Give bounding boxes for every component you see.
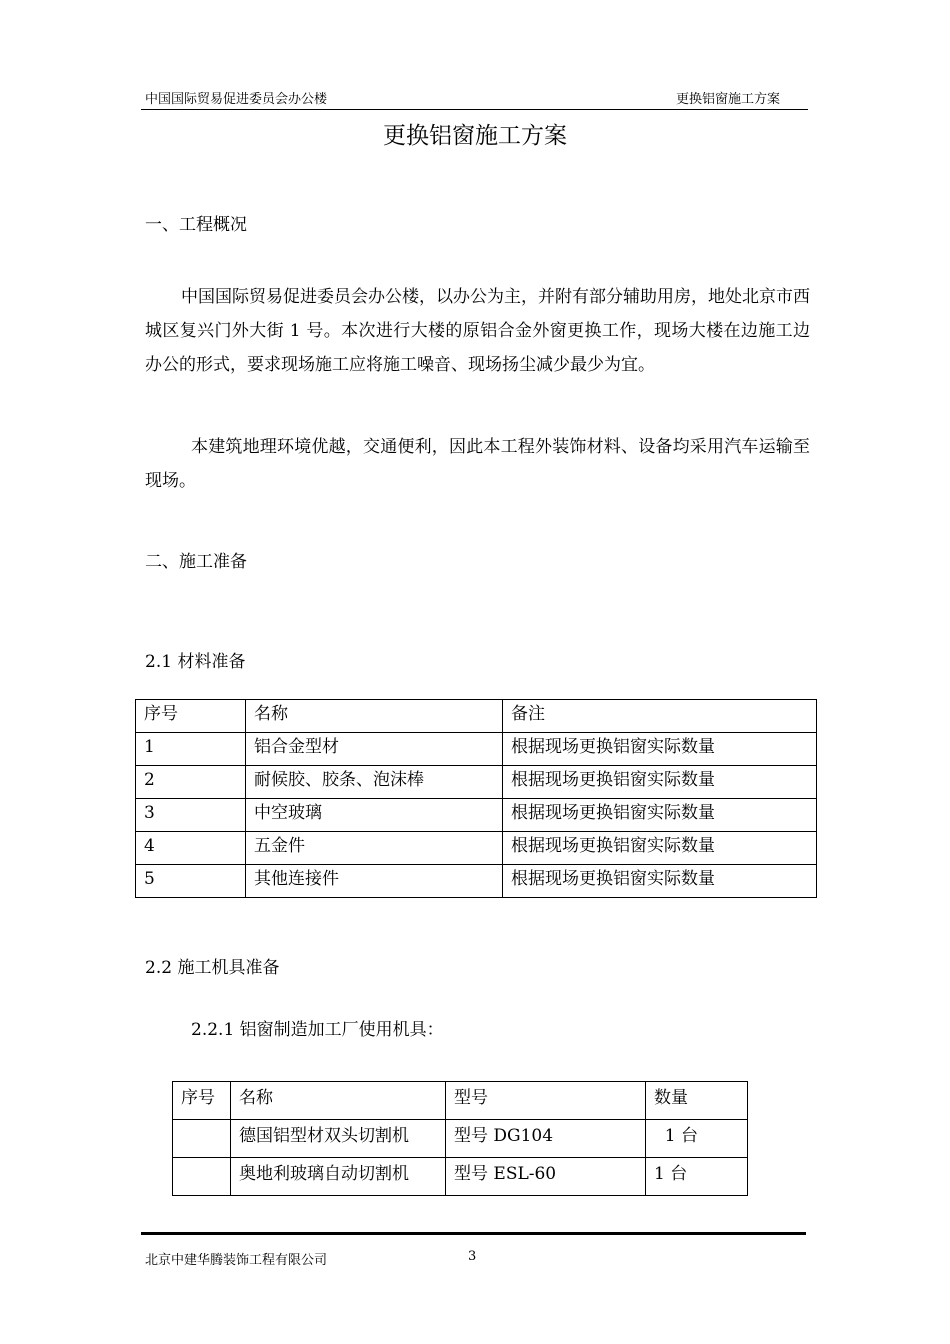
table-row [173,1120,748,1158]
table-header-cell: 数量 [646,1082,748,1120]
table-row [136,832,817,865]
table-cell: 5 [136,865,246,898]
table-cell: 奥地利玻璃自动切割机 [231,1158,446,1196]
page-number: 3 [468,1249,477,1264]
table-cell: 根据现场更换铝窗实际数量 [503,733,817,766]
table-row [136,799,817,832]
header-divider [141,109,808,110]
section1-paragraph-1: 中国国际贸易促进委员会办公楼，以办公为主，并附有部分辅助用房，地处北京市西城区复兴门外大街 1 号。本次进行大楼的原铝合金外窗更换工作，现场大楼在边施工边办公的形式，要求现场施工应将施工噪音、现场扬尘减少最少为宜。 [145,287,810,375]
table-header-cell: 名称 [231,1082,446,1120]
table-header-cell: 备注 [503,700,817,733]
table-header-row [173,1082,748,1120]
table-cell [173,1158,231,1196]
machinery-table [172,1081,748,1196]
table-cell: 1 台 [646,1120,748,1158]
table-row [136,733,817,766]
document-title: 更换铝窗施工方案 [383,123,567,149]
table-cell: 根据现场更换铝窗实际数量 [503,832,817,865]
table-header-row [136,700,817,733]
footer-company: 北京中建华腾装饰工程有限公司 [145,1253,328,1268]
table-cell: 4 [136,832,246,865]
table-cell: 耐候胶、胶条、泡沫棒 [246,766,503,799]
table-cell: 2 [136,766,246,799]
table-cell: 1 台 [646,1158,748,1196]
section2-heading: 二、施工准备 [145,552,247,572]
subsection-2-2-heading: 2.2 施工机具准备 [145,958,280,978]
table-cell: 型号 DG104 [446,1120,646,1158]
table-cell [173,1120,231,1158]
table-header-cell: 序号 [173,1082,231,1120]
table-cell: 铝合金型材 [246,733,503,766]
table-cell: 根据现场更换铝窗实际数量 [503,799,817,832]
table-cell: 五金件 [246,832,503,865]
table-cell: 中空玻璃 [246,799,503,832]
footer-divider [141,1232,806,1235]
materials-table [135,699,817,898]
subsection-2-1-heading: 2.1 材料准备 [145,652,246,672]
table-row [136,865,817,898]
table-cell: 根据现场更换铝窗实际数量 [503,865,817,898]
table-header-cell: 序号 [136,700,246,733]
header-right: 更换铝窗施工方案 [676,92,781,107]
table-cell: 型号 ESL-60 [446,1158,646,1196]
table-cell: 1 [136,733,246,766]
table-cell: 3 [136,799,246,832]
section1-heading: 一、工程概况 [145,215,247,235]
header-left: 中国国际贸易促进委员会办公楼 [145,92,328,107]
subsection-2-2-1-heading: 2.2.1 铝窗制造加工厂使用机具： [191,1020,444,1040]
table-row [136,766,817,799]
table-header-cell: 名称 [246,700,503,733]
table-cell: 根据现场更换铝窗实际数量 [503,766,817,799]
table-cell: 德国铝型材双头切割机 [231,1120,446,1158]
table-row [173,1158,748,1196]
table-header-cell: 型号 [446,1082,646,1120]
table-cell: 其他连接件 [246,865,503,898]
section1-paragraph-2: 本建筑地理环境优越，交通便利，因此本工程外装饰材料、设备均采用汽车运输至现场。 [145,437,810,491]
